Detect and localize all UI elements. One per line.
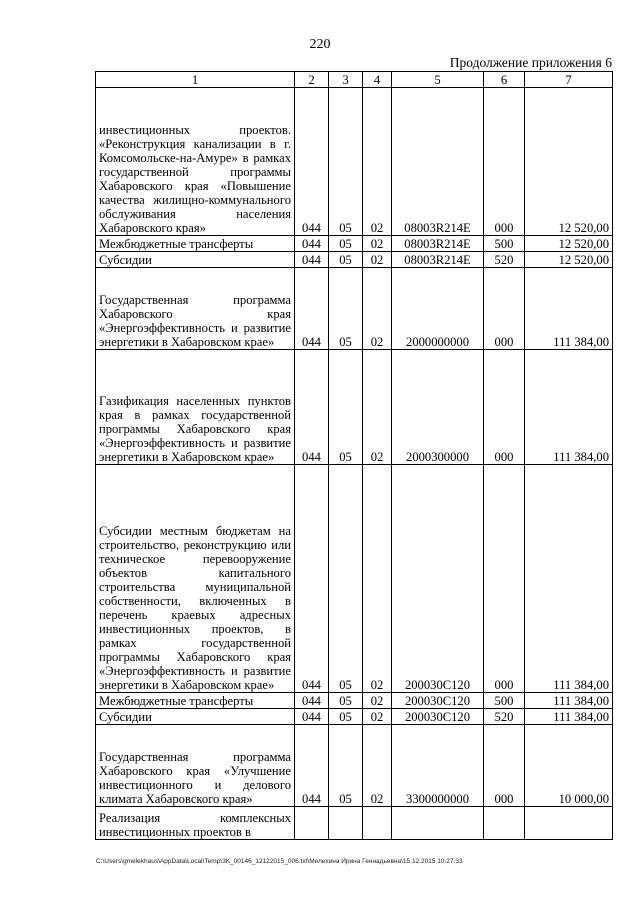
cell-col-4: 02	[363, 236, 392, 252]
cell-col-2: 044	[295, 350, 329, 465]
cell-col-2: 044	[295, 709, 329, 725]
cell-col-6: 000	[484, 350, 525, 465]
cell-col-7: 111 384,00	[525, 268, 613, 350]
cell-col-3: 05	[329, 252, 363, 268]
table-row	[96, 709, 613, 725]
cell-col-7: 111 384,00	[525, 709, 613, 725]
cell-col-4: 02	[363, 465, 392, 693]
cell-col-3: 05	[329, 725, 363, 807]
cell-col-2	[295, 807, 329, 840]
cell-col-6: 520	[484, 709, 525, 725]
cell-col-4: 02	[363, 252, 392, 268]
cell-col-5: 200030С120	[392, 693, 484, 709]
header-col-5: 5	[392, 72, 484, 88]
cell-col-6: 000	[484, 88, 525, 236]
cell-col-3: 05	[329, 693, 363, 709]
cell-col-5: 08003R214E	[392, 236, 484, 252]
cell-col-5	[392, 807, 484, 840]
cell-col-5: 200030С120	[392, 709, 484, 725]
cell-col-4: 02	[363, 88, 392, 236]
table-row	[96, 465, 613, 693]
header-col-4: 4	[363, 72, 392, 88]
cell-col-3: 05	[329, 350, 363, 465]
cell-col-1: Субсидии местным бюджетам на строительство, реконструкцию или техническое перевооружение объектов капитального строительства муниципальной собственности, включенных в перечень краевых адресных инвестиционных проектов, в рамках государственной программы Хабаровского края «Энергоэффективность и развитие энергетики в Хабаровском крае»	[96, 465, 295, 693]
cell-col-6: 000	[484, 465, 525, 693]
cell-col-7: 10 000,00	[525, 725, 613, 807]
cell-col-4: 02	[363, 350, 392, 465]
cell-col-4: 02	[363, 725, 392, 807]
table-row	[96, 693, 613, 709]
cell-col-6: 520	[484, 252, 525, 268]
cell-col-2: 044	[295, 268, 329, 350]
cell-col-1: Реализация комплексных инвестиционных проектов в	[96, 807, 295, 840]
cell-col-4: 02	[363, 268, 392, 350]
cell-col-6: 000	[484, 725, 525, 807]
cell-col-1: Государственная программа Хабаровского края «Улучшение инвестиционного и делового климата Хабаровского края»	[96, 725, 295, 807]
cell-col-1: Межбюджетные трансферты	[96, 236, 295, 252]
cell-col-5: 200030С120	[392, 465, 484, 693]
table-row	[96, 807, 613, 840]
cell-col-3	[329, 807, 363, 840]
cell-col-5: 08003R214E	[392, 88, 484, 236]
cell-col-5: 2000000000	[392, 268, 484, 350]
cell-col-7: 12 520,00	[525, 236, 613, 252]
table-row	[96, 88, 613, 236]
cell-col-1: Государственная программа Хабаровского края «Энергоэффективность и развитие энергетики в Хабаровском крае»	[96, 268, 295, 350]
cell-col-5: 3300000000	[392, 725, 484, 807]
cell-col-1: инвестиционных проектов. «Реконструкция канализации в г. Комсомольске-на-Амуре» в рамках государственной программы Хабаровского края «Повышение качества жилищно-коммунального обслуживания населения Хабаровского края»	[96, 88, 295, 236]
cell-col-3: 05	[329, 268, 363, 350]
cell-col-7: 111 384,00	[525, 465, 613, 693]
cell-col-7: 111 384,00	[525, 350, 613, 465]
header-col-2: 2	[295, 72, 329, 88]
cell-col-5: 08003R214E	[392, 252, 484, 268]
page-number: 220	[309, 37, 331, 52]
cell-col-4	[363, 807, 392, 840]
cell-col-2: 044	[295, 693, 329, 709]
cell-col-6	[484, 807, 525, 840]
cell-col-3: 05	[329, 465, 363, 693]
table-header-row	[96, 72, 613, 88]
continuation-note: Продолжение приложения 6	[449, 55, 612, 70]
cell-col-7: 12 520,00	[525, 252, 613, 268]
cell-col-1: Субсидии	[96, 709, 295, 725]
cell-col-7	[525, 807, 613, 840]
cell-col-3: 05	[329, 88, 363, 236]
budget-table	[95, 71, 613, 840]
file-path-footer: C:\Users\gmelekhaus\AppData\Local\Temp\3K_00146_12122015_006.txt\Мелехина Ирина Геннадьевна\15.12.2015 10:27:33	[96, 858, 463, 865]
cell-col-4: 02	[363, 709, 392, 725]
header-col-7: 7	[525, 72, 613, 88]
cell-col-1: Субсидии	[96, 252, 295, 268]
cell-col-2: 044	[295, 465, 329, 693]
cell-col-7: 111 384,00	[525, 693, 613, 709]
cell-col-6: 500	[484, 236, 525, 252]
cell-col-1: Газификация населенных пунктов края в рамках государственной программы Хабаровского края «Энергоэффективность и развитие энергетики в Хабаровском крае»	[96, 350, 295, 465]
cell-col-4: 02	[363, 693, 392, 709]
cell-col-5: 2000300000	[392, 350, 484, 465]
table-row	[96, 252, 613, 268]
table-row	[96, 268, 613, 350]
cell-col-2: 044	[295, 236, 329, 252]
cell-col-6: 500	[484, 693, 525, 709]
header-col-6: 6	[484, 72, 525, 88]
cell-col-6: 000	[484, 268, 525, 350]
cell-col-1: Межбюджетные трансферты	[96, 693, 295, 709]
header-col-3: 3	[329, 72, 363, 88]
cell-col-7: 12 520,00	[525, 88, 613, 236]
header-col-1: 1	[96, 72, 295, 88]
table-row	[96, 236, 613, 252]
cell-col-3: 05	[329, 236, 363, 252]
cell-col-2: 044	[295, 725, 329, 807]
cell-col-2: 044	[295, 88, 329, 236]
cell-col-3: 05	[329, 709, 363, 725]
table-row	[96, 725, 613, 807]
cell-col-2: 044	[295, 252, 329, 268]
table-row	[96, 350, 613, 465]
